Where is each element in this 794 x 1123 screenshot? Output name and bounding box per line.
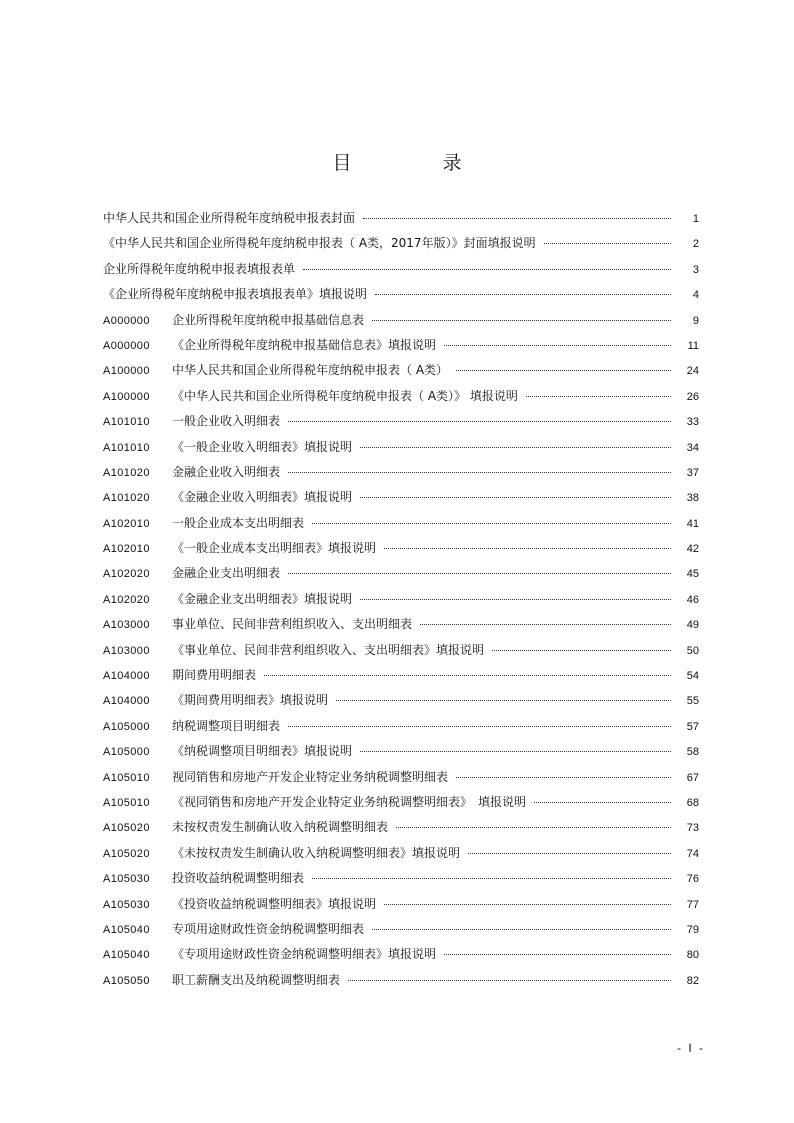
toc-entry-code: A103000 xyxy=(103,644,150,657)
toc-entry-page-number: 58 xyxy=(686,746,699,759)
toc-entry[interactable] xyxy=(103,514,699,539)
toc-entry-page-number: 68 xyxy=(686,796,699,809)
toc-entry-title: 投资收益纳税调整明细表 xyxy=(172,871,305,886)
toc-entry-page-number: 55 xyxy=(686,695,699,708)
toc-entry-title: 一般企业收入明细表 xyxy=(172,414,281,429)
toc-entry-title: 《事业单位、民间非营利组织收入、支出明细表》填报说明 xyxy=(172,642,485,657)
toc-entry[interactable] xyxy=(103,285,699,310)
toc-dot-leader xyxy=(348,980,671,981)
toc-entry-code: A102010 xyxy=(103,517,150,530)
toc-dot-leader xyxy=(360,751,671,752)
toc-entry[interactable] xyxy=(103,412,699,437)
toc-entry-title: 《视同销售和房地产开发企业特定业务纳税调整明细表》 填报说明 xyxy=(172,794,527,809)
toc-entry-page-number: 76 xyxy=(686,873,699,886)
toc-entry[interactable] xyxy=(103,818,699,843)
toc-dot-leader xyxy=(468,853,671,854)
toc-dot-leader xyxy=(312,523,671,524)
toc-entry-title: 金融企业支出明细表 xyxy=(172,566,281,581)
toc-entry-code: A105010 xyxy=(103,796,150,809)
toc-dot-leader xyxy=(336,700,671,701)
toc-dot-leader xyxy=(534,802,671,803)
toc-entry-code: A105040 xyxy=(103,949,150,962)
toc-entry-title: 金融企业收入明细表 xyxy=(172,464,281,479)
toc-entry[interactable] xyxy=(103,920,699,945)
toc-entry-page-number: 11 xyxy=(687,339,699,352)
toc-dot-leader xyxy=(444,345,671,346)
toc-dot-leader xyxy=(360,497,671,498)
toc-entry-code: A102020 xyxy=(103,593,150,606)
toc-entry[interactable] xyxy=(103,717,699,742)
toc-dot-leader xyxy=(372,320,671,321)
toc-entry-page-number: 57 xyxy=(686,720,699,733)
toc-entry-page-number: 4 xyxy=(692,289,699,302)
toc-entry-code: A000000 xyxy=(103,339,150,352)
toc-dot-leader xyxy=(456,777,671,778)
toc-entry-page-number: 9 xyxy=(692,314,699,327)
toc-entry-title: 《企业所得税年度纳税申报基础信息表》填报说明 xyxy=(172,337,437,352)
toc-entry[interactable] xyxy=(103,768,699,793)
toc-entry-title: 事业单位、民间非营利组织收入、支出明细表 xyxy=(172,617,413,632)
toc-entry-title: 《金融企业收入明细表》填报说明 xyxy=(172,490,353,505)
toc-entry-page-number: 26 xyxy=(686,390,699,403)
toc-entry[interactable] xyxy=(103,691,699,716)
toc-dot-leader xyxy=(264,675,671,676)
toc-dot-leader xyxy=(544,243,671,244)
toc-entry[interactable] xyxy=(103,387,699,412)
toc-entry-page-number: 49 xyxy=(686,619,699,632)
toc-entry-title: 视同销售和房地产开发企业特定业务纳税调整明细表 xyxy=(172,769,449,784)
toc-entry-title: 《中华人民共和国企业所得税年度纳税申报表（ A类）》 填报说明 xyxy=(172,388,518,403)
toc-entry-title: 中华人民共和国企业所得税年度纳税申报表（ A类） xyxy=(172,363,449,378)
toc-entry-code: A105010 xyxy=(103,771,150,784)
page-number-footer: - I - xyxy=(677,1041,705,1055)
toc-entry[interactable] xyxy=(103,945,699,970)
toc-entry-code: A000000 xyxy=(103,314,150,327)
toc-entry-title: 《企业所得税年度纳税申报表填报表单》填报说明 xyxy=(103,287,368,302)
toc-entry-page-number: 74 xyxy=(686,847,699,860)
toc-entry-code: A103000 xyxy=(103,619,150,632)
toc-entry-page-number: 77 xyxy=(686,898,699,911)
toc-dot-leader xyxy=(444,954,671,955)
toc-entry-code: A102010 xyxy=(103,543,150,556)
toc-entry[interactable] xyxy=(103,615,699,640)
toc-entry[interactable] xyxy=(103,793,699,818)
toc-dot-leader xyxy=(384,904,671,905)
toc-entry-title: 企业所得税年度纳税申报基础信息表 xyxy=(172,312,365,327)
toc-entry-title: 一般企业成本支出明细表 xyxy=(172,515,305,530)
toc-entry[interactable] xyxy=(103,463,699,488)
toc-entry-code: A105020 xyxy=(103,822,150,835)
toc-entry-title: 职工薪酬支出及纳税调整明细表 xyxy=(172,972,341,987)
toc-dot-leader xyxy=(288,421,671,422)
toc-entry-page-number: 41 xyxy=(686,517,699,530)
toc-entry-title: 期间费用明细表 xyxy=(172,668,257,683)
toc-dot-leader xyxy=(375,294,671,295)
toc-entry-title: 《投资收益纳税调整明细表》填报说明 xyxy=(172,896,377,911)
toc-entry-title: 未按权责发生制确认收入纳税调整明细表 xyxy=(172,820,389,835)
toc-entry-code: A101010 xyxy=(103,416,150,429)
toc-entry-title: 《专项用途财政性资金纳税调整明细表》填报说明 xyxy=(172,947,437,962)
toc-dot-leader xyxy=(492,650,671,651)
toc-dot-leader xyxy=(360,599,671,600)
table-of-contents xyxy=(103,209,699,996)
toc-entry-title: 中华人民共和国企业所得税年度纳税申报表封面 xyxy=(103,211,356,225)
toc-entry[interactable] xyxy=(103,641,699,666)
toc-dot-leader xyxy=(396,827,671,828)
toc-entry-page-number: 37 xyxy=(686,466,699,479)
toc-entry-code: A100000 xyxy=(103,365,150,378)
toc-entry-title: 企业所得税年度纳税申报表填报表单 xyxy=(103,261,296,276)
toc-dot-leader xyxy=(456,370,671,371)
toc-dot-leader xyxy=(288,726,671,727)
toc-entry-title: 《中华人民共和国企业所得税年度纳税申报表（ A类，2017年版）》封面填报说明 xyxy=(103,236,536,251)
toc-entry-code: A105000 xyxy=(103,746,150,759)
toc-entry-title: 专项用途财政性资金纳税调整明细表 xyxy=(172,921,365,936)
toc-entry[interactable] xyxy=(103,895,699,920)
toc-entry[interactable] xyxy=(103,488,699,513)
toc-entry[interactable] xyxy=(103,311,699,336)
toc-entry-code: A105030 xyxy=(103,873,150,886)
toc-entry[interactable] xyxy=(103,361,699,386)
toc-entry-page-number: 82 xyxy=(686,974,699,987)
toc-entry[interactable] xyxy=(103,971,699,996)
toc-entry[interactable] xyxy=(103,539,699,564)
toc-dot-leader xyxy=(360,447,671,448)
toc-entry-page-number: 50 xyxy=(686,644,699,657)
toc-entry-code: A102020 xyxy=(103,568,150,581)
toc-entry-title: 《纳税调整项目明细表》填报说明 xyxy=(172,744,353,759)
toc-entry-page-number: 24 xyxy=(686,365,699,378)
toc-entry-code: A100000 xyxy=(103,390,150,403)
toc-entry-page-number: 38 xyxy=(686,492,699,505)
toc-entry[interactable] xyxy=(103,260,699,285)
toc-entry-page-number: 1 xyxy=(692,213,699,225)
toc-entry[interactable] xyxy=(103,590,699,615)
toc-dot-leader xyxy=(526,396,671,397)
toc-entry-page-number: 3 xyxy=(692,263,699,276)
toc-entry-page-number: 33 xyxy=(686,416,699,429)
toc-entry-code: A101010 xyxy=(103,441,150,454)
toc-entry-code: A104000 xyxy=(103,670,150,683)
toc-entry-page-number: 80 xyxy=(686,949,699,962)
toc-entry-code: A101020 xyxy=(103,492,150,505)
toc-dot-leader xyxy=(420,624,671,625)
toc-entry-title: 《一般企业成本支出明细表》填报说明 xyxy=(172,541,377,556)
toc-entry[interactable] xyxy=(103,844,699,869)
toc-entry-code: A105000 xyxy=(103,720,150,733)
toc-entry-title: 《期间费用明细表》填报说明 xyxy=(172,693,329,708)
toc-entry-title: 纳税调整项目明细表 xyxy=(172,718,281,733)
toc-entry-code: A105050 xyxy=(103,974,150,987)
toc-entry[interactable] xyxy=(103,438,699,463)
toc-entry-title: 《未按权责发生制确认收入纳税调整明细表》填报说明 xyxy=(172,845,461,860)
toc-entry[interactable] xyxy=(103,209,699,234)
toc-entry[interactable] xyxy=(103,336,699,361)
toc-entry-title: 《金融企业支出明细表》填报说明 xyxy=(172,591,353,606)
toc-entry[interactable] xyxy=(103,869,699,894)
toc-entry-code: A101020 xyxy=(103,466,150,479)
toc-entry-title: 《一般企业收入明细表》填报说明 xyxy=(172,439,353,454)
toc-entry-page-number: 42 xyxy=(686,543,699,556)
toc-entry[interactable] xyxy=(103,564,699,589)
toc-dot-leader xyxy=(288,472,671,473)
toc-entry-page-number: 2 xyxy=(692,238,699,251)
toc-entry-page-number: 79 xyxy=(686,923,699,936)
toc-dot-leader xyxy=(288,573,671,574)
toc-entry-page-number: 67 xyxy=(686,771,699,784)
toc-entry[interactable] xyxy=(103,742,699,767)
toc-dot-leader xyxy=(372,929,671,930)
toc-entry-page-number: 73 xyxy=(686,822,699,835)
toc-entry[interactable] xyxy=(103,666,699,691)
toc-entry-code: A105040 xyxy=(103,923,150,936)
toc-entry-code: A104000 xyxy=(103,695,150,708)
toc-dot-leader xyxy=(384,548,671,549)
toc-entry-page-number: 46 xyxy=(686,593,699,606)
toc-dot-leader xyxy=(363,218,671,219)
toc-entry-page-number: 34 xyxy=(686,441,699,454)
toc-dot-leader xyxy=(303,269,671,270)
toc-entry-page-number: 45 xyxy=(686,568,699,581)
toc-entry-page-number: 54 xyxy=(686,670,699,683)
toc-dot-leader xyxy=(312,878,671,879)
toc-entry-code: A105030 xyxy=(103,898,150,911)
toc-entry-code: A105020 xyxy=(103,847,150,860)
toc-entry[interactable] xyxy=(103,234,699,259)
page-title: 目 录 xyxy=(332,152,498,174)
